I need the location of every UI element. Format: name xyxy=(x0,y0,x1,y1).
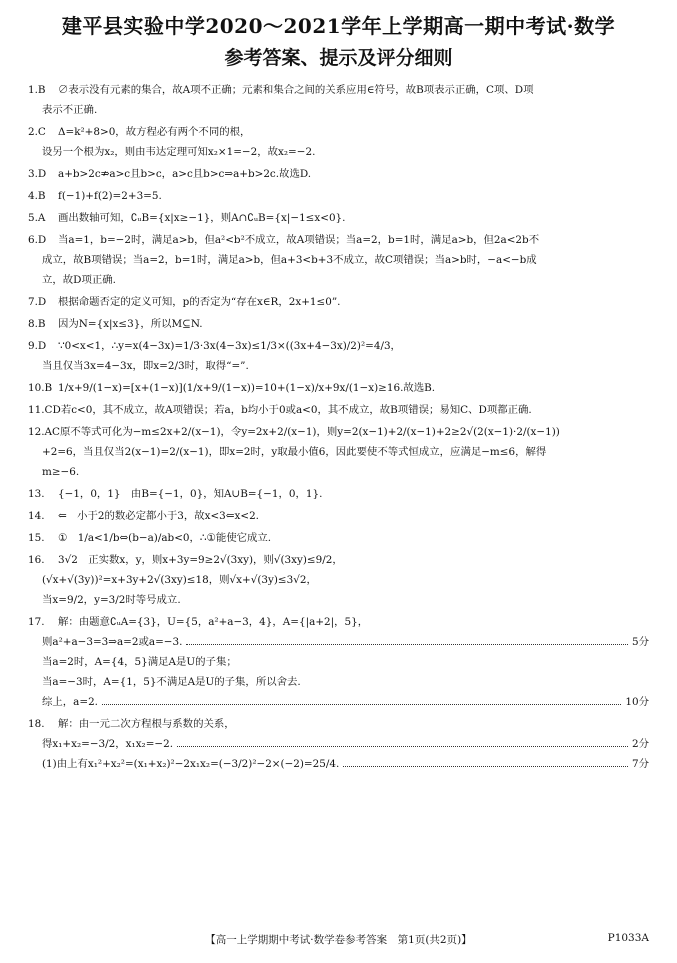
answer-item xyxy=(28,80,649,120)
answer-line: 根据命题否定的定义可知，p的否定为“存在x∈R，2x+1≤0”. xyxy=(58,296,341,308)
answer-line: 表示不正确. xyxy=(42,104,98,116)
page-title: 建平县实验中学2020～2021学年上学期高一期中考试·数学 xyxy=(61,14,616,38)
answer-item xyxy=(28,506,649,526)
score-line xyxy=(28,632,649,652)
answer-number: 7.D xyxy=(28,296,47,308)
answer-line: Δ=k²+8>0，故方程必有两个不同的根， xyxy=(58,126,251,138)
answer-line: 综上，a=2. xyxy=(42,696,98,708)
answer-item xyxy=(28,186,649,206)
answer-line: ① 1/a<1/b⇔(b−a)/ab<0，∴①能使它成立. xyxy=(58,532,272,544)
answer-item xyxy=(28,292,649,312)
answer-number: 18. xyxy=(28,718,45,730)
answer-first-line xyxy=(28,484,649,504)
answer-first-line xyxy=(28,80,649,100)
score-label: 2分 xyxy=(631,738,649,750)
answer-number: 8.B xyxy=(28,318,46,330)
dotted-leader xyxy=(186,644,628,645)
answer-line: 当且仅当3x=4−3x，即x=2/3时，取得“=”. xyxy=(42,360,249,372)
answer-number: 12.AC xyxy=(28,426,60,438)
score-label: 5分 xyxy=(631,636,649,648)
answer-first-line xyxy=(28,230,649,250)
answer-number: 6.D xyxy=(28,234,47,246)
score-line xyxy=(28,692,649,712)
answer-item xyxy=(28,550,649,610)
dotted-leader xyxy=(343,766,628,767)
answer-number: 17. xyxy=(28,616,45,628)
answer-line: 当a=2时，A={4，5}满足A是U的子集； xyxy=(42,656,237,668)
answer-line: 当x=9/2，y=3/2时等号成立. xyxy=(42,594,181,606)
answer-line: 得x₁+x₂=−3/2，x₁x₂=−2. xyxy=(42,738,174,750)
answer-line: 若c<0，其不成立，故A项错误；若a，b均小于0或a<0，其不成立，故B项错误；易知C、D项都正确. xyxy=(60,404,532,416)
page-footer xyxy=(28,932,649,947)
answer-list xyxy=(28,80,649,610)
answer-item xyxy=(28,230,649,290)
answer-first-line xyxy=(28,314,649,334)
answer-line: 3√2 正实数x，y，则x+3y=9≥2√(3xy)，则√(3xy)≤9/2， xyxy=(58,554,343,566)
answer-line: 原不等式可化为−m≤2x+2/(x−1)，令y=2x+2/(x−1)，则y=2(x−1)+2/(x−1)+2≥2√(2(x−1)·2/(x−1)) xyxy=(59,426,560,438)
score-label: 7分 xyxy=(631,758,649,770)
answer-first-line xyxy=(28,506,649,526)
answer-line: 解：由题意∁ᵤA={3}，U={5，a²+a−3，4}，A={|a+2|，5}， xyxy=(58,616,369,628)
answer-first-line xyxy=(28,422,649,442)
score-line xyxy=(28,754,649,774)
answer-first-line xyxy=(28,292,649,312)
answer-line: {−1，0，1} 由B={−1，0}，知A∪B={−1，0，1}. xyxy=(58,488,323,500)
answer-line: 则a²+a−3=3⇒a=2或a=−3. xyxy=(42,636,183,648)
answer-number: 9.D xyxy=(28,340,47,352)
answer-first-line xyxy=(28,400,649,420)
answer-line: a+b>2c⇏a>c且b>c，a>c且b>c⇒a+b>2c.故选D. xyxy=(58,168,312,180)
answer-line: 当a=−3时，A={1，5}不满足A是U的子集，所以舍去. xyxy=(42,676,301,688)
answer-line: ⇐ 小于2的数必定都小于3，故x<3⇐x<2. xyxy=(58,510,259,522)
answer-number: 16. xyxy=(28,554,45,566)
answer-line: 成立，故B项错误；当a=2，b=1时，满足a>b，但a+3<b+3不成立，故C项错误；当a>b时，−a<−b成 xyxy=(42,254,537,266)
answer-line: m≥−6. xyxy=(42,466,80,478)
answer-first-line xyxy=(28,528,649,548)
answer-line: 设另一个根为x₂，则由韦达定理可知x₂×1=−2，故x₂=−2. xyxy=(42,146,316,158)
answer-item xyxy=(28,528,649,548)
answer-item xyxy=(28,208,649,228)
answer-line: 画出数轴可知，∁ᵤB={x|x≥−1}，则A∩∁ᵤB={x|−1≤x<0}. xyxy=(58,212,346,224)
answer-number: 2.C xyxy=(28,126,46,138)
answer-item xyxy=(28,484,649,504)
answer-item-17 xyxy=(28,612,649,712)
page-subtitle: 参考答案、提示及评分细则 xyxy=(224,47,453,69)
answer-item xyxy=(28,400,649,420)
score-line xyxy=(28,734,649,754)
answer-line: 立，故D项正确. xyxy=(42,274,116,286)
answer-number: 5.A xyxy=(28,212,46,224)
paper-code: P1033A xyxy=(607,932,649,944)
answer-first-line xyxy=(28,208,649,228)
answer-line: (1)由上有x₁²+x₂²=(x₁+x₂)²−2x₁x₂=(−3/2)²−2×(−2)=25/4. xyxy=(42,758,340,770)
answer-line: +2=6，当且仅当2(x−1)=2/(x−1)，即x=2时，y取最小值6，因此要使不等式恒成立，应满足−m≤6，解得 xyxy=(42,446,547,458)
answer-line: ∵0<x<1，∴y=x(4−3x)=1/3·3x(4−3x)≤1/3×((3x+4−3x)/2)²=4/3， xyxy=(58,340,401,352)
answer-line: 当a=1，b=−2时，满足a>b，但a²<b²不成立，故A项错误；当a=2，b=1时，满足a>b，但2a<2b不 xyxy=(58,234,540,246)
answer-number: 10.B xyxy=(28,382,53,394)
answer-first-line xyxy=(28,186,649,206)
answer-item xyxy=(28,422,649,482)
answer-item xyxy=(28,122,649,162)
answer-first-line xyxy=(28,336,649,356)
answer-line: 解：由一元二次方程根与系数的关系， xyxy=(58,718,235,730)
answer-number: 15. xyxy=(28,532,45,544)
answer-item xyxy=(28,164,649,184)
answer-first-line xyxy=(28,122,649,142)
answer-line: ∅表示没有元素的集合，故A项不正确；元素和集合之间的关系应用∈符号，故B项表示正确，C项、D项 xyxy=(58,84,534,96)
answer-number: 1.B xyxy=(28,84,46,96)
answer-line: f(−1)+f(2)=2+3=5. xyxy=(58,190,162,202)
answer-item xyxy=(28,314,649,334)
dotted-leader xyxy=(102,704,621,705)
footer-text: 【高一上学期期中考试·数学卷参考答案 第1页(共2页)】 xyxy=(205,934,472,946)
score-label: 10分 xyxy=(625,696,649,708)
answer-first-line xyxy=(28,164,649,184)
answer-line: 1/x+9/(1−x)=[x+(1−x)](1/x+9/(1−x))=10+(1−x)/x+9x/(1−x)≥16.故选B. xyxy=(58,382,436,394)
answer-number: 14. xyxy=(28,510,45,522)
answer-line: 因为N={x|x≤3}，所以M⊆N. xyxy=(58,318,203,330)
answer-number: 3.D xyxy=(28,168,47,180)
answer-item xyxy=(28,336,649,376)
answer-number: 13. xyxy=(28,488,45,500)
answer-item-18 xyxy=(28,714,649,774)
dotted-leader xyxy=(177,746,628,747)
answer-item xyxy=(28,378,649,398)
answer-first-line xyxy=(28,378,649,398)
answer-number: 11.CD xyxy=(28,404,61,416)
answer-line: (√x+√(3y))²=x+3y+2√(3xy)≤18，则√x+√(3y)≤3√2， xyxy=(42,574,317,586)
answer-first-line xyxy=(28,550,649,570)
answer-number: 4.B xyxy=(28,190,46,202)
